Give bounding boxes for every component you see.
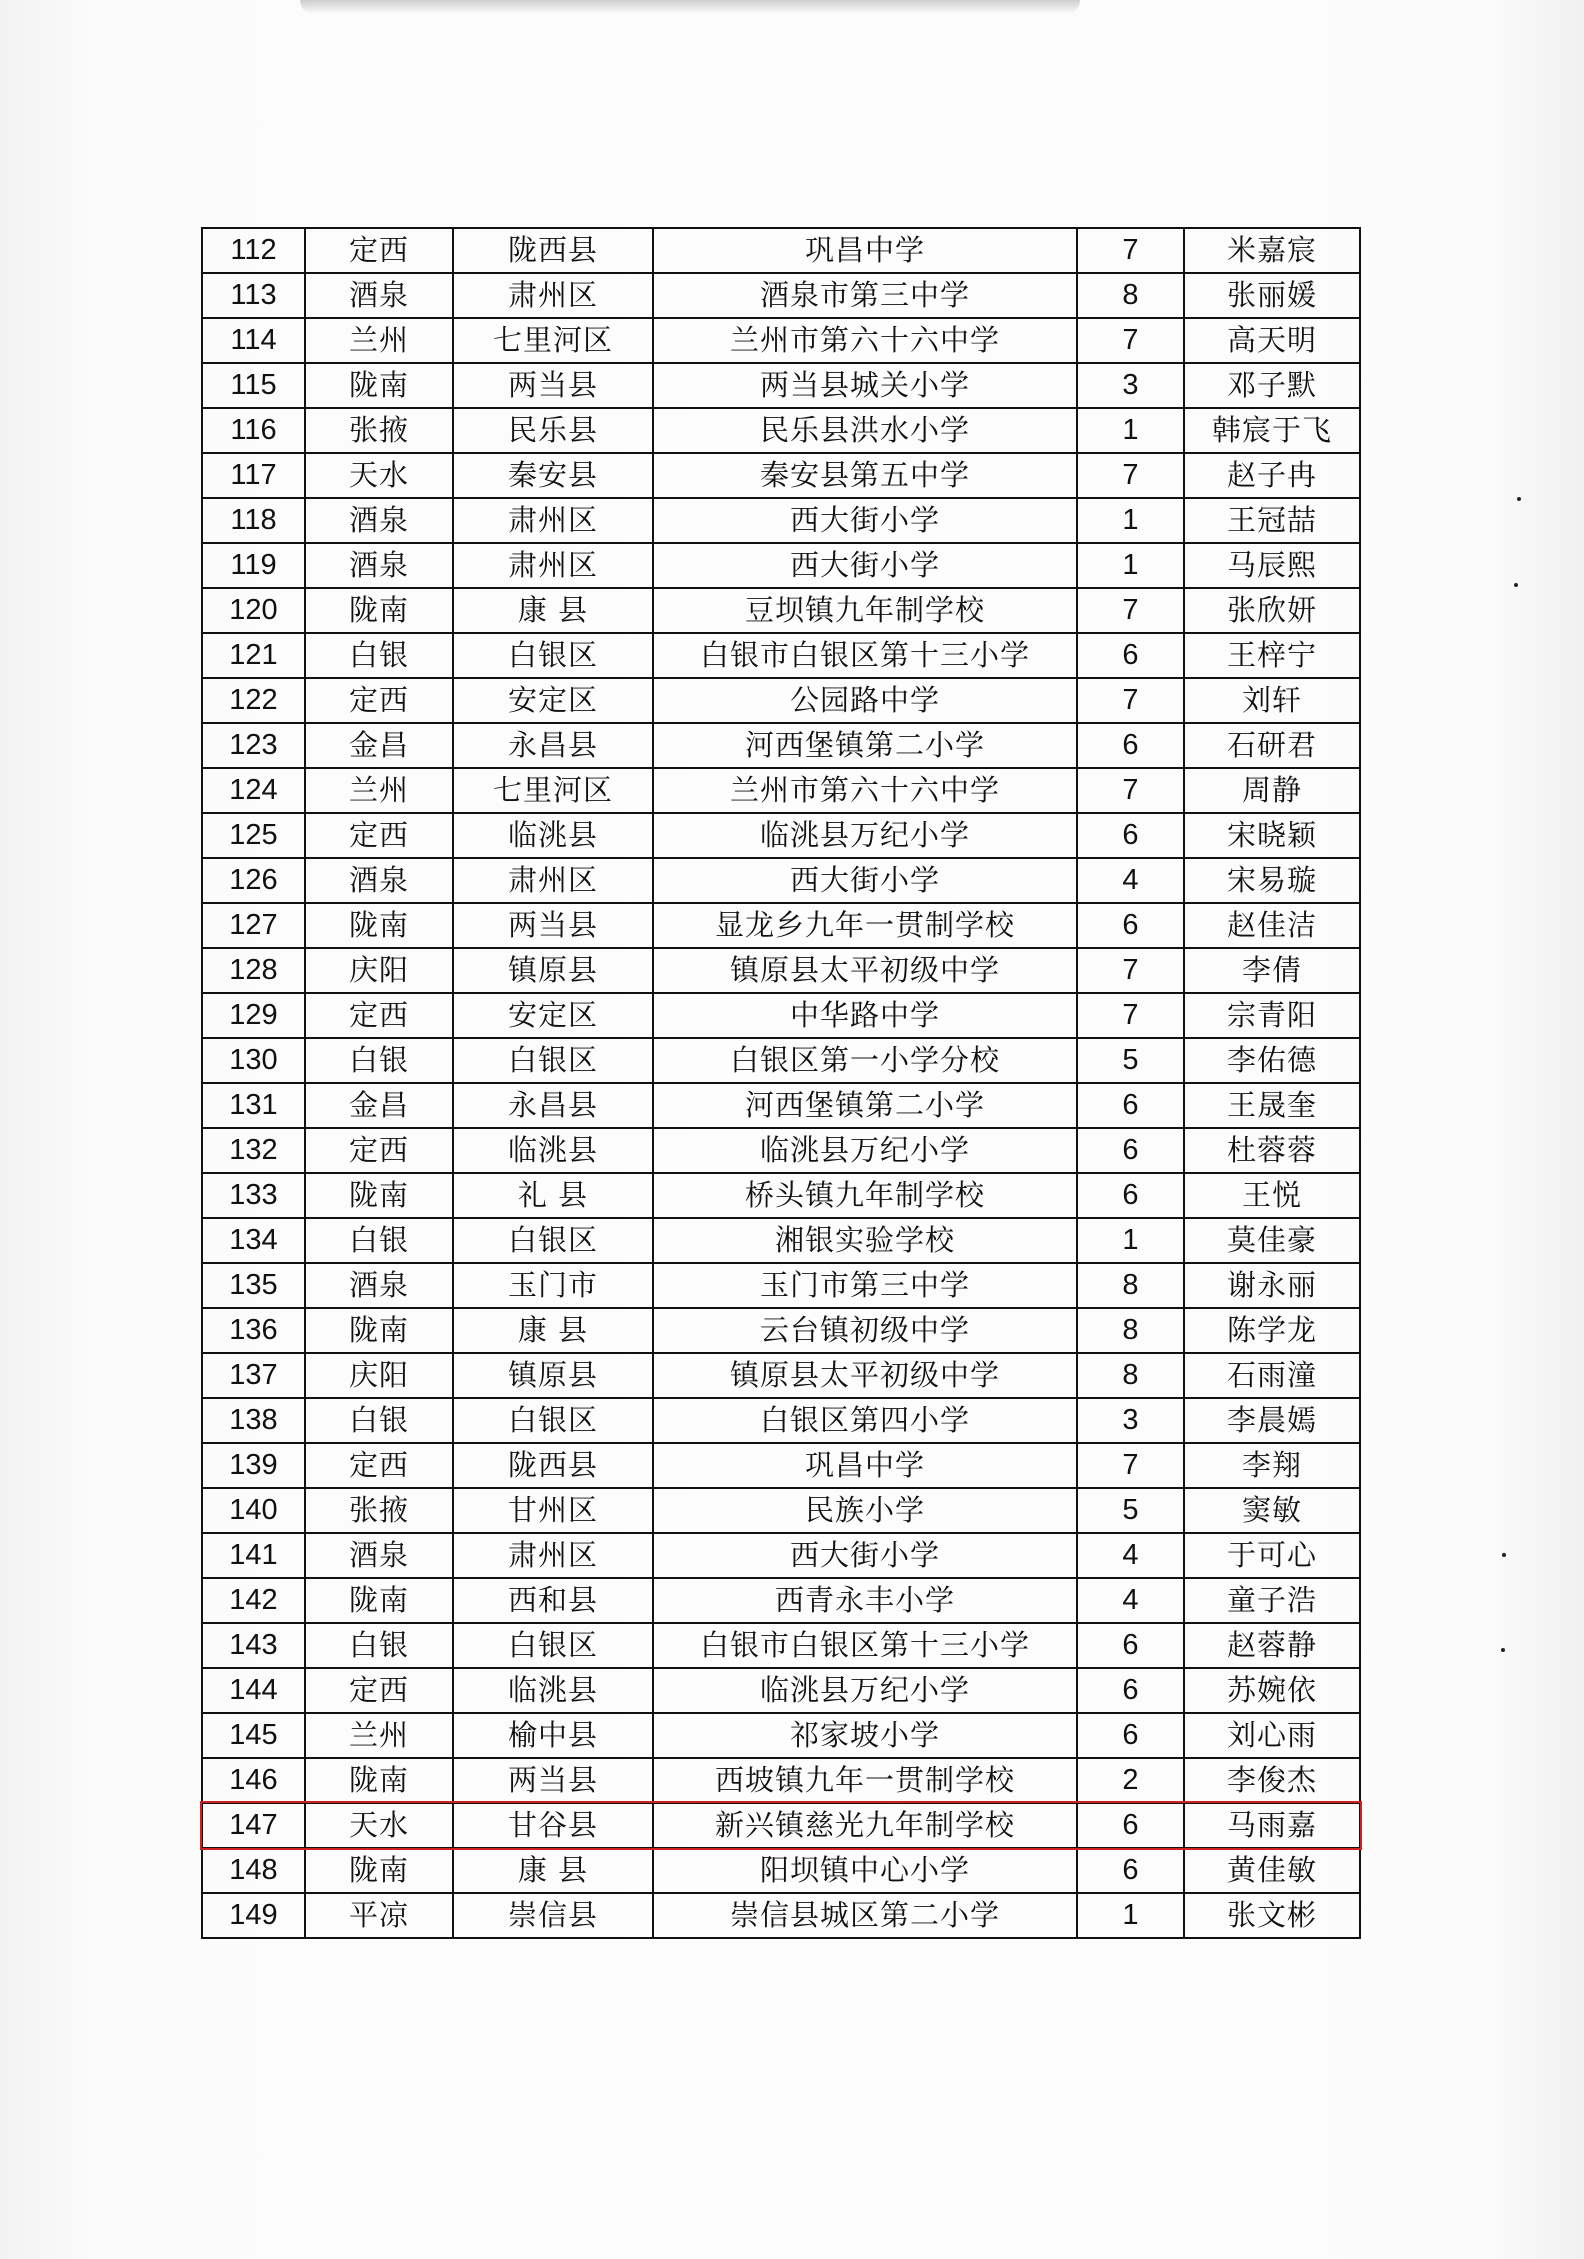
table-row	[202, 1038, 1360, 1083]
city-cell: 庆阳	[305, 1353, 453, 1398]
student-name-cell: 王冠喆	[1184, 498, 1360, 543]
county-cell: 永昌县	[453, 1083, 653, 1128]
student-name-cell: 李俊杰	[1184, 1758, 1360, 1803]
city-cell: 陇南	[305, 363, 453, 408]
serial-number-cell: 118	[202, 498, 305, 543]
grade-cell: 1	[1077, 543, 1184, 588]
student-name-cell: 王梓宁	[1184, 633, 1360, 678]
student-name-cell: 张欣妍	[1184, 588, 1360, 633]
serial-number-cell: 135	[202, 1263, 305, 1308]
school-cell: 西大街小学	[653, 858, 1077, 903]
grade-cell: 7	[1077, 678, 1184, 723]
school-cell: 白银区第四小学	[653, 1398, 1077, 1443]
city-cell: 陇南	[305, 1578, 453, 1623]
serial-number-cell: 137	[202, 1353, 305, 1398]
city-cell: 陇南	[305, 1308, 453, 1353]
school-cell: 西坡镇九年一贯制学校	[653, 1758, 1077, 1803]
county-cell: 肃州区	[453, 1533, 653, 1578]
city-cell: 酒泉	[305, 1263, 453, 1308]
city-cell: 张掖	[305, 408, 453, 453]
grade-cell: 6	[1077, 1128, 1184, 1173]
city-cell: 定西	[305, 1443, 453, 1488]
grade-cell: 8	[1077, 1308, 1184, 1353]
city-cell: 金昌	[305, 723, 453, 768]
county-cell: 康 县	[453, 1848, 653, 1893]
student-name-cell: 张丽媛	[1184, 273, 1360, 318]
table-row	[202, 948, 1360, 993]
grade-cell: 6	[1077, 813, 1184, 858]
school-cell: 公园路中学	[653, 678, 1077, 723]
county-cell: 榆中县	[453, 1713, 653, 1758]
county-cell: 陇西县	[453, 1443, 653, 1488]
serial-number-cell: 138	[202, 1398, 305, 1443]
school-cell: 新兴镇慈光九年制学校	[653, 1803, 1077, 1848]
scan-speck	[1514, 583, 1518, 587]
county-cell: 两当县	[453, 1758, 653, 1803]
serial-number-cell: 124	[202, 768, 305, 813]
grade-cell: 1	[1077, 1893, 1184, 1938]
city-cell: 酒泉	[305, 498, 453, 543]
table-row	[202, 1308, 1360, 1353]
student-name-cell: 张文彬	[1184, 1893, 1360, 1938]
school-cell: 白银区第一小学分校	[653, 1038, 1077, 1083]
student-name-cell: 李倩	[1184, 948, 1360, 993]
table-row	[202, 318, 1360, 363]
school-cell: 临洮县万纪小学	[653, 1128, 1077, 1173]
school-cell: 临洮县万纪小学	[653, 813, 1077, 858]
table-row	[202, 678, 1360, 723]
table-row	[202, 588, 1360, 633]
table-row	[202, 768, 1360, 813]
city-cell: 张掖	[305, 1488, 453, 1533]
city-cell: 酒泉	[305, 273, 453, 318]
county-cell: 白银区	[453, 1398, 653, 1443]
student-name-cell: 赵佳洁	[1184, 903, 1360, 948]
student-name-cell: 马雨嘉	[1184, 1803, 1360, 1848]
city-cell: 酒泉	[305, 1533, 453, 1578]
grade-cell: 8	[1077, 1263, 1184, 1308]
serial-number-cell: 145	[202, 1713, 305, 1758]
grade-cell: 7	[1077, 228, 1184, 273]
award-roster-table	[201, 227, 1361, 1939]
county-cell: 临洮县	[453, 1668, 653, 1713]
city-cell: 酒泉	[305, 858, 453, 903]
table-row	[202, 453, 1360, 498]
serial-number-cell: 121	[202, 633, 305, 678]
student-name-cell: 王晟奎	[1184, 1083, 1360, 1128]
grade-cell: 4	[1077, 858, 1184, 903]
roster-body	[202, 228, 1360, 1938]
county-cell: 甘州区	[453, 1488, 653, 1533]
serial-number-cell: 144	[202, 1668, 305, 1713]
table-row	[202, 363, 1360, 408]
serial-number-cell: 113	[202, 273, 305, 318]
grade-cell: 7	[1077, 993, 1184, 1038]
grade-cell: 6	[1077, 633, 1184, 678]
county-cell: 肃州区	[453, 498, 653, 543]
county-cell: 陇西县	[453, 228, 653, 273]
serial-number-cell: 119	[202, 543, 305, 588]
table-row	[202, 408, 1360, 453]
table-row	[202, 1398, 1360, 1443]
school-cell: 民乐县洪水小学	[653, 408, 1077, 453]
table-row	[202, 1578, 1360, 1623]
grade-cell: 6	[1077, 723, 1184, 768]
student-name-cell: 刘心雨	[1184, 1713, 1360, 1758]
serial-number-cell: 130	[202, 1038, 305, 1083]
county-cell: 西和县	[453, 1578, 653, 1623]
city-cell: 庆阳	[305, 948, 453, 993]
school-cell: 兰州市第六十六中学	[653, 768, 1077, 813]
county-cell: 白银区	[453, 1623, 653, 1668]
serial-number-cell: 140	[202, 1488, 305, 1533]
table-row	[202, 543, 1360, 588]
school-cell: 桥头镇九年制学校	[653, 1173, 1077, 1218]
grade-cell: 7	[1077, 1443, 1184, 1488]
student-name-cell: 窦敏	[1184, 1488, 1360, 1533]
table-row	[202, 1488, 1360, 1533]
student-name-cell: 陈学龙	[1184, 1308, 1360, 1353]
city-cell: 陇南	[305, 1173, 453, 1218]
county-cell: 临洮县	[453, 1128, 653, 1173]
serial-number-cell: 126	[202, 858, 305, 903]
serial-number-cell: 115	[202, 363, 305, 408]
student-name-cell: 马辰熙	[1184, 543, 1360, 588]
student-name-cell: 王悦	[1184, 1173, 1360, 1218]
grade-cell: 8	[1077, 1353, 1184, 1398]
school-cell: 祁家坡小学	[653, 1713, 1077, 1758]
county-cell: 肃州区	[453, 858, 653, 903]
serial-number-cell: 116	[202, 408, 305, 453]
serial-number-cell: 143	[202, 1623, 305, 1668]
city-cell: 酒泉	[305, 543, 453, 588]
table-row	[202, 903, 1360, 948]
city-cell: 定西	[305, 1128, 453, 1173]
city-cell: 定西	[305, 678, 453, 723]
city-cell: 兰州	[305, 1713, 453, 1758]
school-cell: 西青永丰小学	[653, 1578, 1077, 1623]
table-row	[202, 1353, 1360, 1398]
city-cell: 定西	[305, 1668, 453, 1713]
city-cell: 天水	[305, 1803, 453, 1848]
grade-cell: 1	[1077, 498, 1184, 543]
table-row	[202, 723, 1360, 768]
grade-cell: 7	[1077, 948, 1184, 993]
grade-cell: 3	[1077, 1398, 1184, 1443]
student-name-cell: 赵子冉	[1184, 453, 1360, 498]
grade-cell: 7	[1077, 588, 1184, 633]
city-cell: 兰州	[305, 318, 453, 363]
grade-cell: 7	[1077, 768, 1184, 813]
city-cell: 白银	[305, 1398, 453, 1443]
serial-number-cell: 131	[202, 1083, 305, 1128]
table-row	[202, 1803, 1360, 1848]
school-cell: 阳坝镇中心小学	[653, 1848, 1077, 1893]
city-cell: 定西	[305, 813, 453, 858]
grade-cell: 4	[1077, 1578, 1184, 1623]
county-cell: 康 县	[453, 588, 653, 633]
student-name-cell: 李晨嫣	[1184, 1398, 1360, 1443]
city-cell: 陇南	[305, 903, 453, 948]
serial-number-cell: 122	[202, 678, 305, 723]
grade-cell: 2	[1077, 1758, 1184, 1803]
student-name-cell: 周静	[1184, 768, 1360, 813]
county-cell: 玉门市	[453, 1263, 653, 1308]
table-row	[202, 1893, 1360, 1938]
county-cell: 镇原县	[453, 948, 653, 993]
school-cell: 玉门市第三中学	[653, 1263, 1077, 1308]
serial-number-cell: 117	[202, 453, 305, 498]
table-row	[202, 1218, 1360, 1263]
serial-number-cell: 128	[202, 948, 305, 993]
grade-cell: 6	[1077, 1623, 1184, 1668]
serial-number-cell: 132	[202, 1128, 305, 1173]
city-cell: 平凉	[305, 1893, 453, 1938]
grade-cell: 6	[1077, 1713, 1184, 1758]
table-row	[202, 1443, 1360, 1488]
table-row	[202, 1083, 1360, 1128]
table-row	[202, 993, 1360, 1038]
county-cell: 肃州区	[453, 273, 653, 318]
county-cell: 安定区	[453, 678, 653, 723]
serial-number-cell: 146	[202, 1758, 305, 1803]
county-cell: 白银区	[453, 1218, 653, 1263]
table-row	[202, 1263, 1360, 1308]
scan-smudge	[300, 0, 1080, 14]
student-name-cell: 李佑德	[1184, 1038, 1360, 1083]
school-cell: 酒泉市第三中学	[653, 273, 1077, 318]
serial-number-cell: 112	[202, 228, 305, 273]
grade-cell: 4	[1077, 1533, 1184, 1578]
student-name-cell: 宋易璇	[1184, 858, 1360, 903]
grade-cell: 5	[1077, 1038, 1184, 1083]
table-row	[202, 633, 1360, 678]
student-name-cell: 李翔	[1184, 1443, 1360, 1488]
student-name-cell: 杜蓉蓉	[1184, 1128, 1360, 1173]
table-row	[202, 858, 1360, 903]
school-cell: 临洮县万纪小学	[653, 1668, 1077, 1713]
city-cell: 白银	[305, 633, 453, 678]
serial-number-cell: 127	[202, 903, 305, 948]
serial-number-cell: 123	[202, 723, 305, 768]
school-cell: 镇原县太平初级中学	[653, 948, 1077, 993]
serial-number-cell: 136	[202, 1308, 305, 1353]
student-name-cell: 石雨潼	[1184, 1353, 1360, 1398]
student-name-cell: 莫佳豪	[1184, 1218, 1360, 1263]
table-row	[202, 1533, 1360, 1578]
table-row	[202, 1668, 1360, 1713]
county-cell: 秦安县	[453, 453, 653, 498]
county-cell: 七里河区	[453, 768, 653, 813]
grade-cell: 6	[1077, 1083, 1184, 1128]
student-name-cell: 苏婉依	[1184, 1668, 1360, 1713]
student-name-cell: 谢永丽	[1184, 1263, 1360, 1308]
student-name-cell: 宋晓颖	[1184, 813, 1360, 858]
county-cell: 白银区	[453, 1038, 653, 1083]
county-cell: 甘谷县	[453, 1803, 653, 1848]
school-cell: 显龙乡九年一贯制学校	[653, 903, 1077, 948]
city-cell: 天水	[305, 453, 453, 498]
city-cell: 白银	[305, 1623, 453, 1668]
table-row	[202, 1623, 1360, 1668]
grade-cell: 6	[1077, 1173, 1184, 1218]
school-cell: 西大街小学	[653, 1533, 1077, 1578]
serial-number-cell: 149	[202, 1893, 305, 1938]
school-cell: 巩昌中学	[653, 1443, 1077, 1488]
school-cell: 白银市白银区第十三小学	[653, 1623, 1077, 1668]
county-cell: 两当县	[453, 363, 653, 408]
school-cell: 两当县城关小学	[653, 363, 1077, 408]
table-row	[202, 1713, 1360, 1758]
school-cell: 中华路中学	[653, 993, 1077, 1038]
serial-number-cell: 129	[202, 993, 305, 1038]
serial-number-cell: 147	[202, 1803, 305, 1848]
serial-number-cell: 134	[202, 1218, 305, 1263]
county-cell: 崇信县	[453, 1893, 653, 1938]
student-name-cell: 邓子默	[1184, 363, 1360, 408]
city-cell: 定西	[305, 993, 453, 1038]
school-cell: 镇原县太平初级中学	[653, 1353, 1077, 1398]
student-name-cell: 米嘉宸	[1184, 228, 1360, 273]
grade-cell: 6	[1077, 903, 1184, 948]
student-name-cell: 高天明	[1184, 318, 1360, 363]
table-row	[202, 1758, 1360, 1803]
school-cell: 民族小学	[653, 1488, 1077, 1533]
grade-cell: 7	[1077, 453, 1184, 498]
school-cell: 湘银实验学校	[653, 1218, 1077, 1263]
table-row	[202, 273, 1360, 318]
county-cell: 镇原县	[453, 1353, 653, 1398]
serial-number-cell: 125	[202, 813, 305, 858]
serial-number-cell: 139	[202, 1443, 305, 1488]
school-cell: 河西堡镇第二小学	[653, 723, 1077, 768]
table-row	[202, 1128, 1360, 1173]
county-cell: 安定区	[453, 993, 653, 1038]
serial-number-cell: 114	[202, 318, 305, 363]
scan-speck	[1517, 497, 1521, 501]
county-cell: 两当县	[453, 903, 653, 948]
table-row	[202, 498, 1360, 543]
school-cell: 巩昌中学	[653, 228, 1077, 273]
school-cell: 云台镇初级中学	[653, 1308, 1077, 1353]
student-name-cell: 童子浩	[1184, 1578, 1360, 1623]
grade-cell: 5	[1077, 1488, 1184, 1533]
school-cell: 秦安县第五中学	[653, 453, 1077, 498]
school-cell: 兰州市第六十六中学	[653, 318, 1077, 363]
county-cell: 七里河区	[453, 318, 653, 363]
city-cell: 金昌	[305, 1083, 453, 1128]
grade-cell: 6	[1077, 1848, 1184, 1893]
scan-speck	[1502, 1553, 1506, 1557]
county-cell: 民乐县	[453, 408, 653, 453]
county-cell: 康 县	[453, 1308, 653, 1353]
city-cell: 白银	[305, 1038, 453, 1083]
serial-number-cell: 133	[202, 1173, 305, 1218]
student-name-cell: 韩宸于飞	[1184, 408, 1360, 453]
student-name-cell: 刘轩	[1184, 678, 1360, 723]
grade-cell: 6	[1077, 1668, 1184, 1713]
student-name-cell: 赵蓉静	[1184, 1623, 1360, 1668]
serial-number-cell: 148	[202, 1848, 305, 1893]
school-cell: 河西堡镇第二小学	[653, 1083, 1077, 1128]
grade-cell: 1	[1077, 1218, 1184, 1263]
serial-number-cell: 141	[202, 1533, 305, 1578]
city-cell: 定西	[305, 228, 453, 273]
county-cell: 临洮县	[453, 813, 653, 858]
grade-cell: 1	[1077, 408, 1184, 453]
school-cell: 崇信县城区第二小学	[653, 1893, 1077, 1938]
county-cell: 肃州区	[453, 543, 653, 588]
table-row	[202, 813, 1360, 858]
grade-cell: 8	[1077, 273, 1184, 318]
school-cell: 豆坝镇九年制学校	[653, 588, 1077, 633]
serial-number-cell: 142	[202, 1578, 305, 1623]
county-cell: 白银区	[453, 633, 653, 678]
table-row	[202, 1848, 1360, 1893]
serial-number-cell: 120	[202, 588, 305, 633]
table-row	[202, 1173, 1360, 1218]
student-name-cell: 宗青阳	[1184, 993, 1360, 1038]
city-cell: 白银	[305, 1218, 453, 1263]
city-cell: 陇南	[305, 1848, 453, 1893]
scan-speck	[1501, 1648, 1505, 1652]
school-cell: 白银市白银区第十三小学	[653, 633, 1077, 678]
grade-cell: 6	[1077, 1803, 1184, 1848]
school-cell: 西大街小学	[653, 498, 1077, 543]
city-cell: 兰州	[305, 768, 453, 813]
city-cell: 陇南	[305, 588, 453, 633]
table-row	[202, 228, 1360, 273]
grade-cell: 3	[1077, 363, 1184, 408]
city-cell: 陇南	[305, 1758, 453, 1803]
student-name-cell: 于可心	[1184, 1533, 1360, 1578]
county-cell: 礼 县	[453, 1173, 653, 1218]
student-name-cell: 石研君	[1184, 723, 1360, 768]
county-cell: 永昌县	[453, 723, 653, 768]
student-name-cell: 黄佳敏	[1184, 1848, 1360, 1893]
grade-cell: 7	[1077, 318, 1184, 363]
school-cell: 西大街小学	[653, 543, 1077, 588]
